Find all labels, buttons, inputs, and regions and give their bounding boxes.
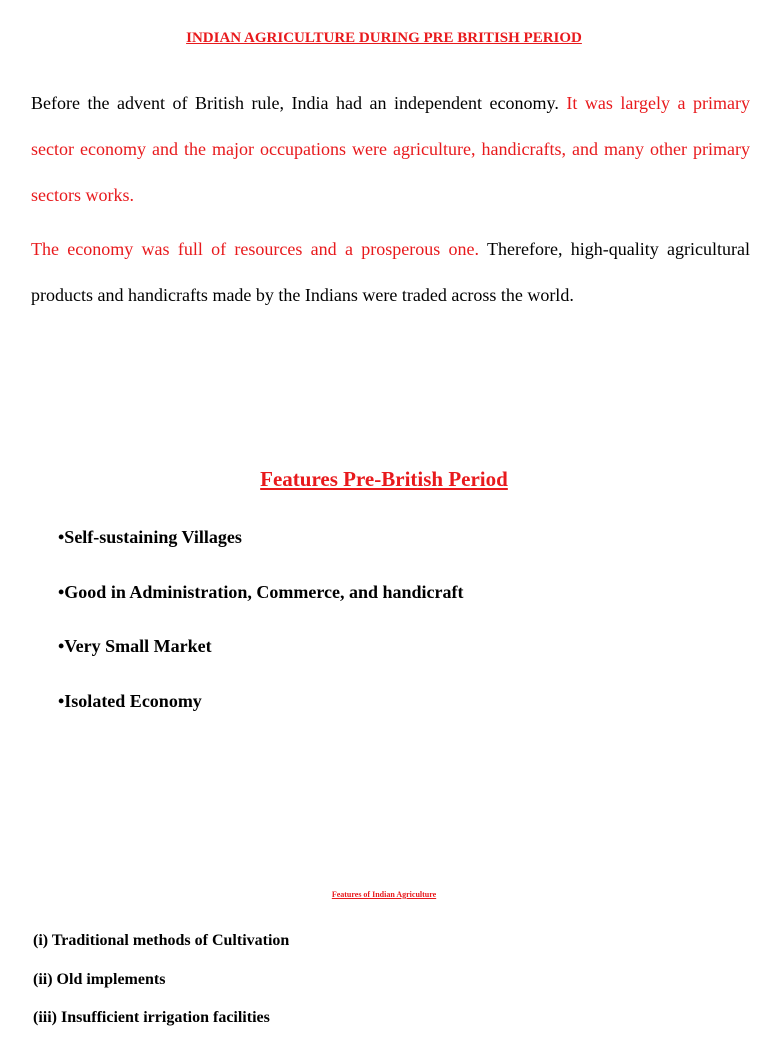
list-item: •Isolated Economy <box>58 690 202 711</box>
features-heading: Features Pre-British Period <box>260 467 508 491</box>
list-item: •Very Small Market <box>58 636 212 656</box>
intro-text-red: It was largely a primary sector economy and the major occupations were agriculture, handicrafts, and many other primary sectors works. <box>31 93 751 205</box>
list-item: (i) Traditional methods of Cultivation <box>33 932 290 949</box>
economy-text-red: The economy was full of resources and a prosperous one. <box>31 239 487 259</box>
agriculture-list <box>33 930 289 1046</box>
list-item: (ii) Old implements <box>33 970 166 988</box>
intro-paragraph-2 <box>31 226 750 318</box>
features-list <box>58 524 463 742</box>
list-item: •Self-sustaining Villages <box>58 527 242 547</box>
list-item: (iii) Insufficient irrigation facilities <box>33 1009 270 1026</box>
document-title: INDIAN AGRICULTURE DURING PRE BRITISH PERIOD <box>186 30 582 46</box>
list-item: •Good in Administration, Commerce, and handicraft <box>58 581 464 602</box>
agriculture-heading: Features of Indian Agriculture <box>331 890 437 899</box>
economy-text-black: Therefore, high-quality agricultural products and handicrafts made by the Indians were traded across the world. <box>31 239 750 305</box>
intro-paragraph-1 <box>31 80 750 218</box>
intro-text-black: Before the advent of British rule, India had an independent economy. <box>31 93 567 113</box>
